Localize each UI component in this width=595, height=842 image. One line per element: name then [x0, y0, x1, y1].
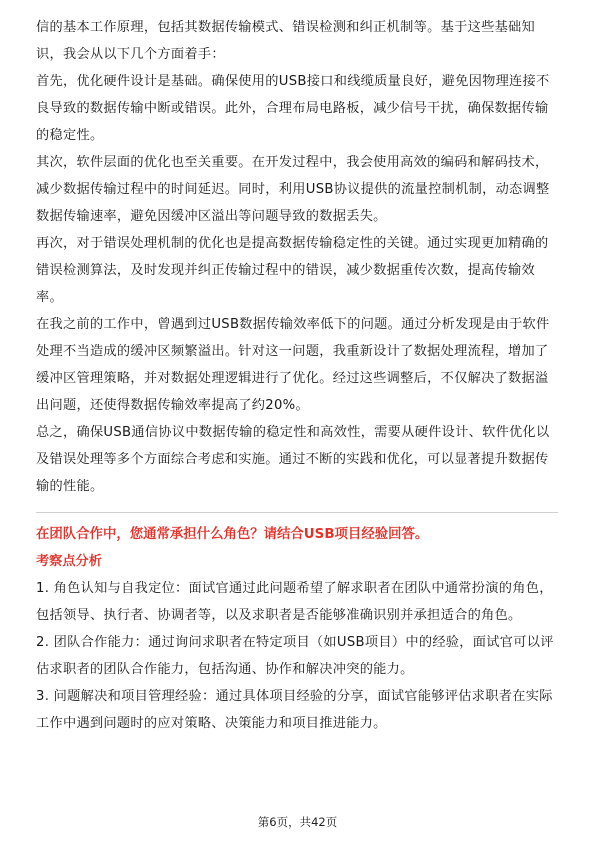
body-paragraph-6: 总之，确保USB通信协议中数据传输的稳定性和高效性，需要从硬件设计、软件优化以及错误处理等多个方面综合考虑和实施。通过不断的实践和优化，可以显著提升数据传输的性能。 [36, 425, 550, 494]
body-paragraph-4: 再次，对于错误处理机制的优化也是提高数据传输稳定性的关键。通过实现更加精确的错误检测算法，及时发现并纠正传输过程中的错误，减少数据重传次数，提高传输效率。 [36, 236, 549, 305]
section-divider [36, 512, 558, 513]
body-paragraph-5: 在我之前的工作中，曾遇到过USB数据传输效率低下的问题。通过分析发现是由于软件处理不当造成的缓冲区频繁溢出。针对这一问题，我重新设计了数据处理流程，增加了缓冲区管理策略，并对数据处理逻辑进行了优化。经过这些调整后，不仅解决了数据溢出问题，还使得数据传输效率提高了约20%。 [36, 317, 550, 413]
body-paragraph-3: 其次，软件层面的优化也至关重要。在开发过程中，我会使用高效的编码和解码技术，减少数据传输过程中的时间延迟。同时，利用USB协议提供的流量控制机制，动态调整数据传输速率，避免因缓冲区溢出等问题导致的数据丢失。 [36, 155, 550, 224]
page-number-footer: 第6页，共42页 [257, 815, 338, 829]
analysis-item-2: 2. 团队合作能力：通过询问求职者在特定项目（如USB项目）中的经验，面试官可以评估求职者的团队合作能力，包括沟通、协作和解决冲突的能力。 [36, 635, 554, 677]
analysis-item-3: 3. 问题解决和项目管理经验：通过具体项目经验的分享，面试官能够评估求职者在实际工作中遇到问题时的应对策略、决策能力和项目推进能力。 [36, 689, 553, 731]
analysis-item-1: 1. 角色认知与自我定位：面试官通过此问题希望了解求职者在团队中通常扮演的角色，包括领导、执行者、协调者等，以及求职者是否能够准确识别并承担适合的角色。 [36, 581, 553, 623]
body-paragraph-1: 信的基本工作原理，包括其数据传输模式、错误检测和纠正机制等。基于这些基础知识，我会从以下几个方面着手： [36, 20, 536, 62]
document-page [36, 14, 558, 737]
interview-question: 在团队合作中，您通常承担什么角色？请结合USB项目经验回答。 [36, 527, 429, 542]
analysis-heading: 考察点分析 [36, 554, 102, 569]
body-paragraph-2: 首先，优化硬件设计是基础。确保使用的USB接口和线缆质量良好，避免因物理连接不良导致的数据传输中断或错误。此外，合理布局电路板，减少信号干扰，确保数据传输的稳定性。 [36, 74, 550, 143]
